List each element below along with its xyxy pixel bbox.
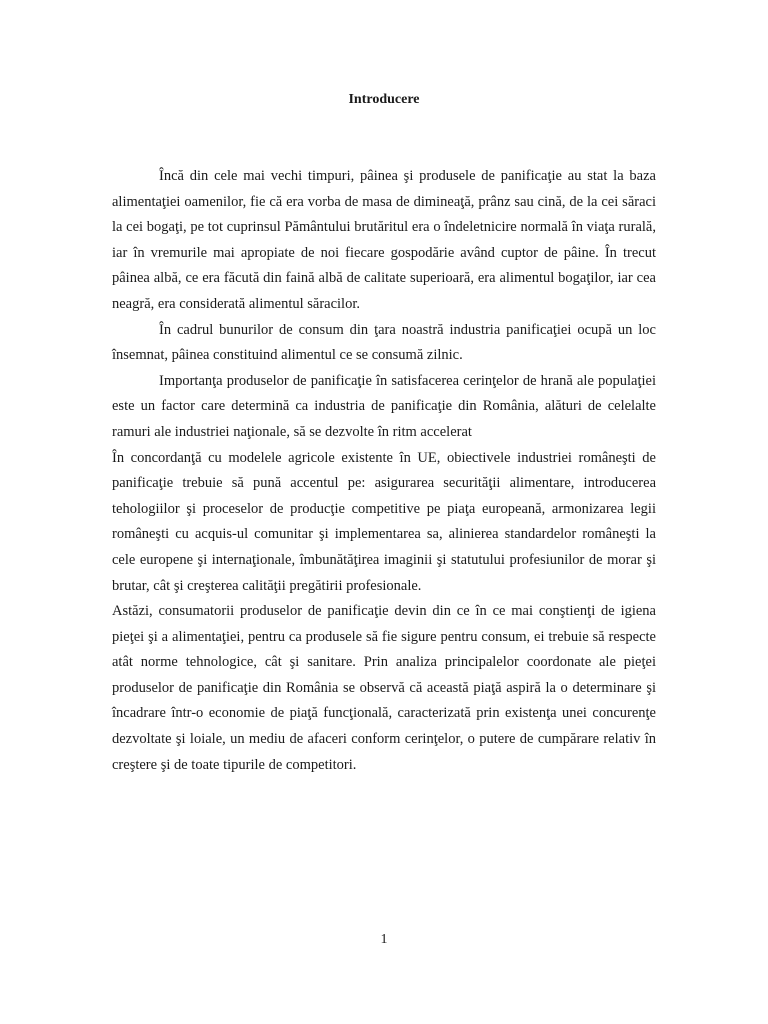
- paragraph-4: În concordanţă cu modelele agricole existente în UE, obiectivele industriei româneşti de panificaţie trebuie să pună accentul pe: asigurarea securităţii alimentare, introducerea tehologiilor şi proceselor de producţie competitive pe piaţa europeană, armonizarea legii româneşti cu acquis-ul comunitar şi implementarea sa, alinierea standardelor româneşti la cele europene şi internaţionale, îmbunătăţirea imaginii şi statutului profesiunilor de morar şi brutar, cât şi creşterea calităţii pregătirii profesionale.: [112, 449, 656, 594]
- paragraph-5: Astăzi, consumatorii produselor de panificaţie devin din ce în ce mai conştienţi de igiena pieţei şi a alimentaţiei, pentru ca produsele să fie sigure pentru consum, ei trebuie să respecte atât norme tehnologice, cât şi sanitare. Prin analiza principalelor coordonate ale pieţei produselor de panificaţie din România se observă că această piaţă aspiră la o determinare şi încadrare într-o economie de piaţă funcţională, caracterizată prin existenţa unei concurenţe dezvoltate şi loiale, un mediu de afaceri conform cerinţelor, o putere de cumpărare relativ în creştere şi de toate tipurile de competitori.: [112, 603, 656, 773]
- paragraph-3: Importanţa produselor de panificaţie în satisfacerea cerinţelor de hrană ale populaţiei este un factor care determină ca industria de panificaţie din România, alături de celelalte ramuri ale industriei naţionale, să se dezvolte în ritm accelerat: [112, 372, 656, 440]
- paragraph-2: În cadrul bunurilor de consum din ţara noastră industria panificaţiei ocupă un loc însemnat, pâinea constituind alimentul ce se consumă zilnic.: [112, 321, 656, 364]
- page-title: Introducere: [348, 92, 420, 107]
- page-number: 1: [380, 932, 388, 947]
- body-text: [112, 164, 656, 778]
- paragraph-1: Încă din cele mai vechi timpuri, pâinea şi produsele de panificaţie au stat la baza alimentaţiei oamenilor, fie că era vorba de masa de dimineaţă, prânz sau cină, de la cei săraci la cei bogaţi, pe tot cuprinsul Pământului brutăritul era o îndeletnicire normală în viaţa rurală, iar în vremurile mai apropiate de noi fiecare gospodărie având cuptor de pâine. În trecut pâinea albă, ce era făcută din faină albă de calitate superioară, era alimentul bogaţilor, iar cea neagră, era considerată alimentul săracilor.: [112, 168, 656, 312]
